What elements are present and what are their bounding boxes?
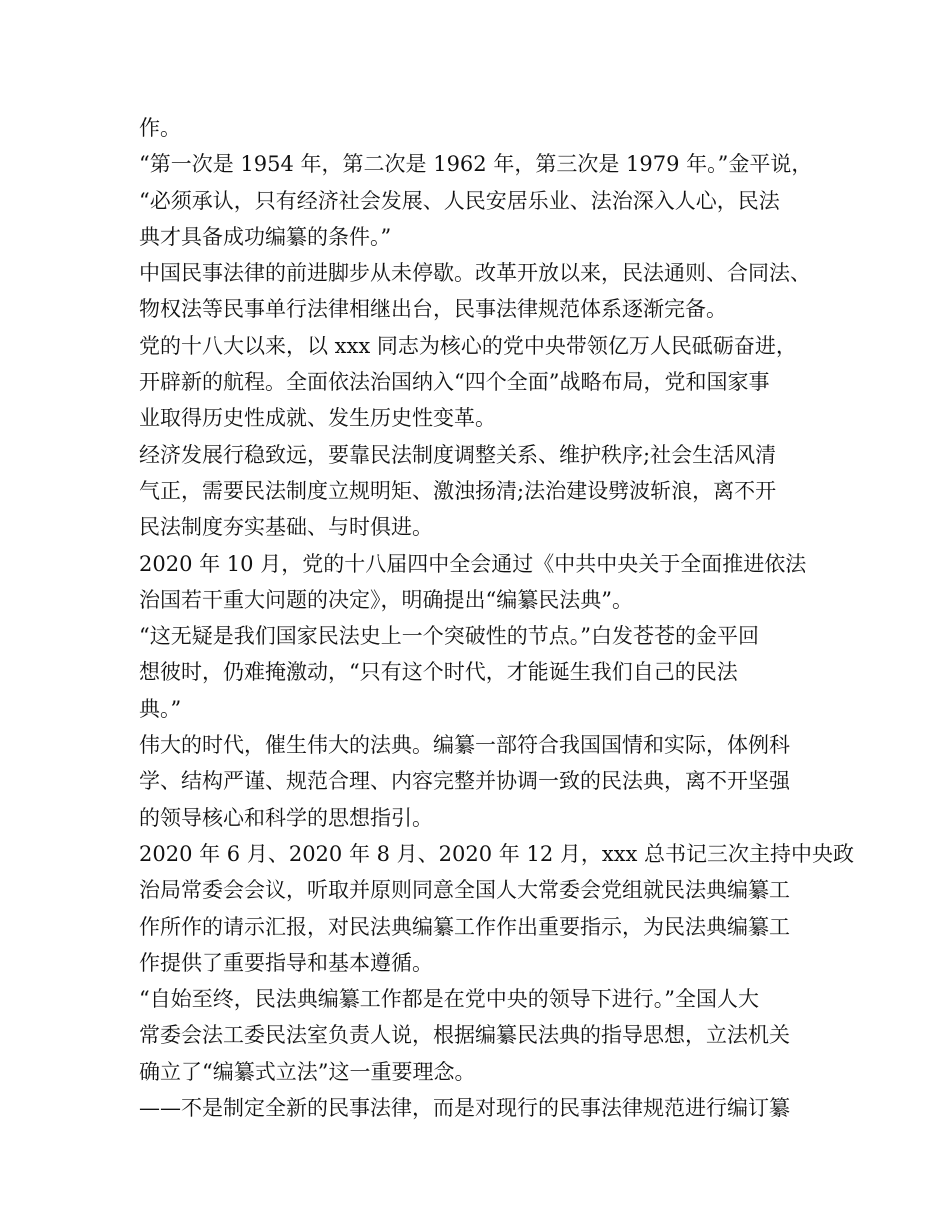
text-line: 2020 年 10 月，党的十八届四中全会通过《中共中央关于全面推进依法 [139, 551, 807, 576]
text-line: 经济发展行稳致远，要靠民法制度调整关系、维护秩序;社会生活风清 [139, 442, 777, 467]
text-line: 想彼时，仍难掩激动，“只有这个时代，才能诞生我们自己的民法 [139, 660, 738, 685]
text-line: ——不是制定全新的民事法律，而是对现行的民事法律规范进行编订纂 [139, 1096, 790, 1121]
text-line: 作。 [139, 116, 181, 140]
text-line: 作提供了重要指导和基本遵循。 [139, 950, 433, 975]
text-line: 治局常委会会议，听取并原则同意全国人大常委会党组就民法典编纂工 [139, 878, 790, 903]
text-line: 2020 年 6 月、2020 年 8 月、2020 年 12 月，xxx 总书记三次主持中央政 [139, 841, 855, 866]
text-line: 学、结构严谨、规范合理、内容完整并协调一致的民法典，离不开坚强 [139, 769, 790, 794]
text-line: 民法制度夯实基础、与时俱进。 [139, 515, 433, 540]
text-line: “自始至终，民法典编纂工作都是在党中央的领导下进行。”全国人大 [139, 987, 759, 1012]
text-line: 典才具备成功编纂的条件。” [139, 224, 392, 249]
text-line: “这无疑是我们国家民法史上一个突破性的节点。”白发苍苍的金平回 [139, 624, 759, 649]
text-line: 气正，需要民法制度立规明矩、激浊扬清;法治建设劈波斩浪，离不开 [139, 478, 777, 503]
text-line: 党的十八大以来，以 xxx 同志为核心的党中央带领亿万人民砥砺奋进， [139, 333, 797, 358]
text-line: 业取得历史性成就、发生历史性变革。 [139, 406, 496, 431]
text-line: 常委会法工委民法室负责人说，根据编纂民法典的指导思想，立法机关 [139, 1023, 790, 1048]
text-line: 伟大的时代，催生伟大的法典。编纂一部符合我国国情和实际，体例科 [139, 733, 790, 758]
text-line: 治国若干重大问题的决定》，明确提出“编纂民法典”。 [139, 587, 633, 612]
text-line: 物权法等民事单行法律相继出台，民事法律规范体系逐渐完备。 [139, 297, 727, 322]
text-line: 的领导核心和科学的思想指引。 [139, 805, 433, 830]
text-line: “必须承认，只有经济社会发展、人民安居乐业、法治深入人心，民法 [139, 188, 780, 213]
text-line: “第一次是 1954 年，第二次是 1962 年，第三次是 1979 年。”金平说， [139, 152, 813, 177]
text-line: 中国民事法律的前进脚步从未停歇。改革开放以来，民法通则、合同法、 [139, 261, 811, 286]
text-line: 确立了“编纂式立法”这一重要理念。 [139, 1059, 476, 1084]
text-line: 作所作的请示汇报，对民法典编纂工作作出重要指示，为民法典编纂工 [139, 914, 790, 939]
text-line: 典。” [139, 696, 182, 721]
text-line: 开辟新的航程。全面依法治国纳入“四个全面”战略布局，党和国家事 [139, 370, 770, 395]
body-text [139, 110, 855, 1126]
